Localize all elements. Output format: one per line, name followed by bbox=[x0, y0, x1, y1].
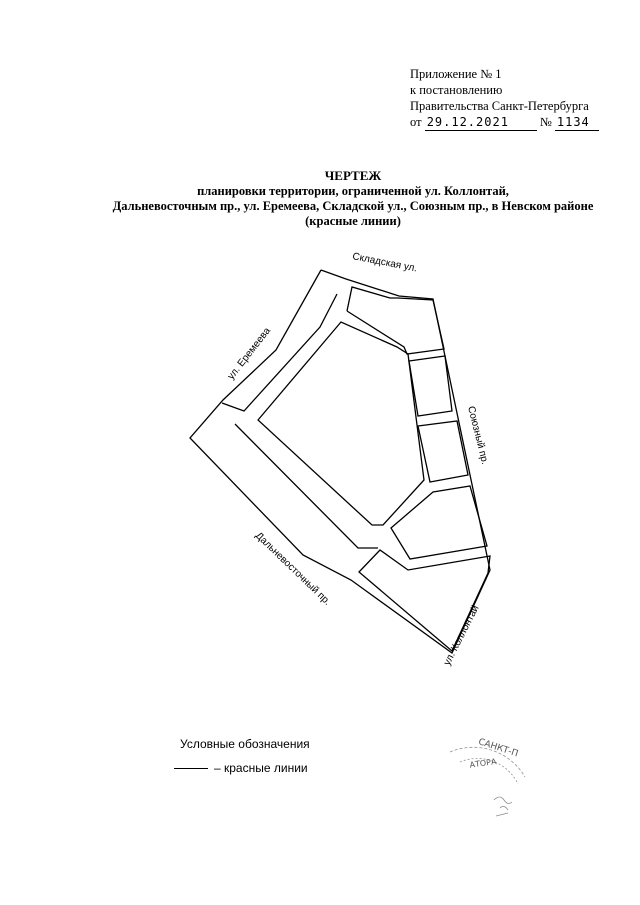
number-label: № bbox=[539, 115, 552, 129]
central-block bbox=[258, 322, 424, 525]
street-label-kollontai: ул. Коллонтай bbox=[441, 603, 482, 668]
legend-item-red-lines bbox=[174, 761, 308, 775]
legend-line-sample bbox=[174, 768, 208, 769]
eremeeva-inner-line bbox=[222, 294, 337, 411]
title-main: ЧЕРТЕЖ bbox=[324, 168, 382, 183]
appendix-line-3: Правительства Санкт-Петербурга bbox=[410, 99, 589, 113]
official-seal-stamp bbox=[430, 722, 540, 832]
signature-scribble bbox=[494, 797, 512, 816]
legend-label-red-lines: – красные линии bbox=[214, 761, 308, 775]
from-label: от bbox=[410, 115, 422, 129]
title-line-3: (красные линии) bbox=[305, 214, 401, 228]
street-label-eremeeva: ул. Еремеева bbox=[225, 325, 273, 382]
stamp-subtext: АТОРА bbox=[469, 757, 498, 770]
street-label-skladskaya: Складская ул. bbox=[351, 251, 419, 275]
title-line-1: планировки территории, ограниченной ул. Коллонтай, bbox=[197, 184, 509, 198]
north-block bbox=[347, 287, 444, 354]
legend-title: Условные обозначения bbox=[180, 737, 310, 751]
appendix-line-2: к постановлению bbox=[410, 83, 503, 97]
outer-boundary-line bbox=[190, 270, 490, 653]
southeast-block-1 bbox=[391, 486, 487, 559]
title-line-2: Дальневосточным пр., ул. Еремеева, Складской ул., Союзным пр., в Невском районе bbox=[112, 199, 594, 213]
resolution-date: 29.12.2021 bbox=[425, 114, 537, 131]
resolution-number: 1134 bbox=[555, 114, 599, 131]
appendix-line-1: Приложение № 1 bbox=[410, 67, 502, 81]
street-label-soyuzny: Союзный пр. bbox=[465, 405, 491, 466]
soyuzny-block-1 bbox=[409, 356, 452, 416]
dalnevostochny-inner-line bbox=[235, 424, 378, 548]
street-label-dalnevostochny: Дальневосточный пр. bbox=[252, 530, 333, 608]
stamp-text: САНКТ-П bbox=[476, 737, 520, 760]
